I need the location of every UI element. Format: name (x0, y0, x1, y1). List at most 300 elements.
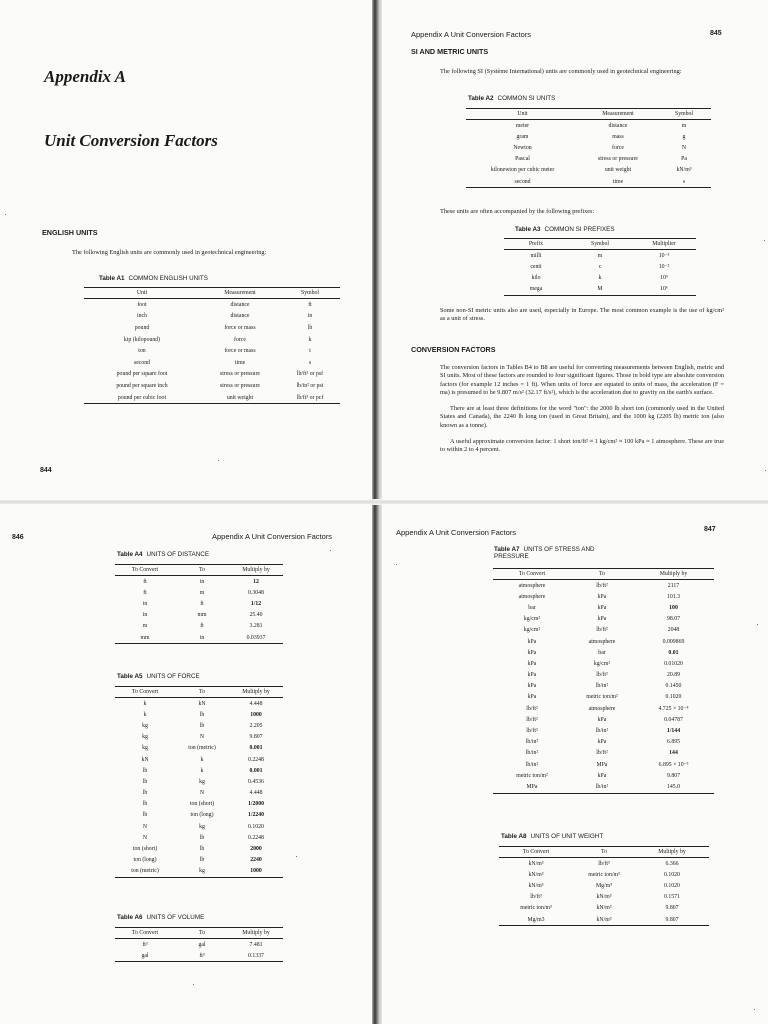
table-cell: in (175, 632, 229, 644)
table-cell: force (612, 144, 624, 151)
table-cell: foot (137, 301, 147, 308)
table-cell: 1/12 (250, 600, 262, 607)
appendix-title: Appendix A (44, 67, 127, 86)
table-cell: metric ton/m² (516, 772, 548, 779)
table-cell: k (308, 336, 312, 343)
table-cell: 0.04787 (664, 716, 683, 723)
table-a3-number: Table A3 (515, 226, 541, 233)
table-cell: ft (143, 578, 147, 585)
table-cell: 0.001 (249, 767, 263, 774)
table-row (115, 732, 283, 743)
table-cell: kPa (597, 739, 607, 746)
table-cell: Mg/m3 (499, 914, 573, 926)
table-cell: ft³ (142, 941, 148, 948)
table-cell: kN/m³ (528, 871, 544, 878)
table-cell: N (681, 144, 687, 151)
table-cell: ton (metric) (188, 745, 216, 752)
table-cell: lb/ft² (526, 728, 538, 735)
table-row (115, 587, 283, 598)
page-846 (0, 504, 372, 1024)
table-cell: kN (198, 700, 206, 707)
table-cell: 1000 (229, 866, 283, 878)
table-cell: 10⁻² (658, 263, 670, 270)
table-cell: 2000 (250, 846, 262, 853)
table-cell: 0.4536 (248, 778, 264, 785)
table-row (493, 625, 714, 636)
table-cell: milli (530, 252, 542, 259)
table-cell: s (308, 359, 312, 366)
table-cell: kPa (527, 672, 537, 679)
table-row (115, 788, 283, 799)
table-row (499, 892, 709, 903)
column-header: Multiply by (229, 928, 283, 939)
table-cell: mega (504, 284, 568, 296)
table-cell: lb (142, 790, 148, 797)
table-cell: 10⁻³ (658, 252, 670, 259)
table-row (493, 670, 714, 681)
table-row (115, 765, 283, 776)
table-cell: ton (short) (189, 801, 215, 808)
table-cell: 0.001 (249, 745, 263, 752)
table-cell: 6.895 × 10⁻³ (658, 761, 689, 768)
table-a8-title: UNITS OF UNIT WEIGHT (530, 833, 604, 840)
table-cell: s (657, 176, 711, 188)
table-row (115, 855, 283, 866)
table-cell: ft (200, 600, 204, 607)
running-head: Appendix A Unit Conversion Factors (396, 528, 517, 537)
table-row (115, 709, 283, 720)
section-heading-si-units: SI AND METRIC UNITS (411, 47, 489, 56)
table-cell: distance (608, 122, 628, 129)
table-cell: Mg/m³ (596, 882, 612, 889)
column-header: Unit (84, 288, 200, 299)
table-row (493, 658, 714, 669)
table-a4-number: Table A4 (117, 551, 143, 558)
table-cell: kN/m³ (596, 905, 612, 912)
table-cell: 1000 (250, 711, 262, 718)
table-cell: force or mass (224, 348, 256, 355)
table-row (493, 681, 714, 692)
table-cell: k (143, 711, 147, 718)
table-cell: atmosphere (518, 593, 546, 600)
column-header: Measurement (200, 288, 280, 299)
table-cell: m (199, 589, 205, 596)
table-row (84, 345, 340, 357)
table-cell: lb/ft² (596, 582, 608, 589)
table-cell: kPa (597, 593, 607, 600)
table-cell: 7.481 (249, 941, 263, 948)
column-header: To (571, 569, 633, 580)
table-cell: second (133, 359, 151, 366)
table-cell: 0.1020 (665, 694, 682, 701)
column-header: To Convert (493, 569, 571, 580)
table-cell: distance (230, 313, 250, 320)
page-number: 846 (12, 534, 24, 541)
table-cell: Newton (513, 144, 532, 151)
table-cell: 0.3048 (248, 589, 264, 596)
table-cell: ton (metric) (115, 866, 175, 878)
table-cell: atmosphere (518, 582, 546, 589)
table-cell: kg (142, 745, 148, 752)
table-row (115, 754, 283, 765)
table-cell: 25.40 (249, 612, 263, 619)
table-a2-caption (468, 95, 555, 102)
table-row (504, 250, 696, 262)
column-header: Symbol (568, 239, 632, 250)
english-units-intro: The following English units are commonly used in geotechnical engineering: (72, 249, 267, 256)
table-a4 (115, 564, 283, 644)
table-row (84, 299, 340, 311)
table-a2 (466, 108, 711, 188)
table-cell: kPa (527, 660, 537, 667)
table-cell: kg (142, 734, 148, 741)
table-cell: metric ton/m³ (588, 871, 620, 878)
table-row (493, 759, 714, 770)
conversion-paragraph-2: There are at least three definitions for the word "ton": the 2000 lb short ton (commonly used in the United States and Canada), the 2240 lb long ton (used in Great Britain), and the 1000 kg (2205 lb) metric ton (also known as a tonne). (440, 405, 724, 429)
table-cell: bar (528, 604, 536, 611)
table-cell: in (142, 600, 148, 607)
table-row (466, 131, 711, 142)
table-cell: mass (612, 133, 624, 140)
table-row (115, 610, 283, 621)
running-head: Appendix A Unit Conversion Factors (411, 30, 532, 39)
table-cell: force (234, 336, 246, 343)
table-cell: kPa (527, 683, 537, 690)
table-cell: 0.1571 (664, 894, 680, 901)
table-cell: 3.281 (249, 623, 263, 630)
table-cell: M (568, 284, 632, 296)
table-cell: 1/2000 (247, 801, 265, 808)
table-cell: t (309, 348, 311, 355)
conversion-paragraph-3: A useful approximate conversion factor: 1 short ton/ft² ≈ 1 kg/cm² ≈ 100 kPa ≈ 1 atmosphere. These are true to within 2 to 4 percent. (440, 438, 724, 454)
table-cell: lb/ft³ (598, 860, 610, 867)
table-row (493, 781, 714, 793)
table-a7-title: UNITS OF STRESS AND PRESSURE (494, 546, 595, 561)
column-header: To Convert (499, 847, 573, 858)
section-heading-conversion-factors: CONVERSION FACTORS (411, 345, 496, 354)
table-cell: in (199, 578, 205, 585)
column-header: Symbol (280, 288, 340, 299)
column-header: Multiplier (632, 239, 696, 250)
table-cell: 9.807 (249, 734, 263, 741)
table-cell: 0.03937 (229, 632, 283, 644)
table-cell: second (466, 176, 579, 188)
table-cell: lb (199, 711, 205, 718)
table-cell: kg (175, 866, 229, 878)
table-cell: lb (307, 324, 313, 331)
section-heading-english-units: ENGLISH UNITS (42, 228, 98, 237)
table-a6-caption (117, 914, 204, 921)
table-row (493, 703, 714, 714)
table-row (499, 880, 709, 891)
table-row (115, 621, 283, 632)
table-row (115, 821, 283, 832)
table-a8-number: Table A8 (501, 833, 527, 840)
table-row (499, 903, 709, 914)
table-cell: m (597, 252, 603, 259)
table-row (84, 392, 340, 404)
table-cell: kN/m³ (573, 914, 635, 926)
table-cell: kPa (597, 616, 607, 623)
table-row (499, 858, 709, 870)
table-row (115, 576, 283, 588)
table-cell: N (199, 790, 205, 797)
table-cell: lb (199, 857, 205, 864)
table-cell: 10³ (660, 274, 668, 281)
table-cell: ft (308, 301, 312, 308)
table-cell: time (234, 359, 246, 366)
table-cell: mm (115, 632, 175, 644)
table-cell: 12 (253, 578, 259, 585)
table-cell: 4.448 (249, 700, 263, 707)
table-row (493, 636, 714, 647)
table-row (115, 799, 283, 810)
table-cell: 144 (669, 750, 678, 757)
table-a2-title: COMMON SI UNITS (497, 95, 556, 102)
table-cell: 0.1020 (248, 823, 264, 830)
table-a4-caption (117, 551, 209, 558)
table-cell: 4.448 (249, 790, 263, 797)
table-row (493, 647, 714, 658)
table-cell: kPa (597, 772, 607, 779)
table-cell: lb/in² (595, 683, 609, 690)
table-cell: lb/ft² (596, 672, 608, 679)
table-cell: gal (115, 950, 175, 962)
table-cell: mm (197, 612, 207, 619)
table-cell: 0.1020 (664, 871, 680, 878)
table-a3 (504, 238, 696, 296)
table-cell: atmosphere (588, 705, 616, 712)
running-head: Appendix A Unit Conversion Factors (212, 532, 333, 541)
table-cell: lb (199, 722, 205, 729)
table-a7 (493, 568, 714, 794)
table-cell: 10⁶ (632, 284, 696, 296)
table-cell: 101.3 (666, 593, 681, 600)
table-cell: Pa (681, 156, 687, 163)
table-row (499, 869, 709, 880)
table-cell: lb (199, 834, 205, 841)
appendix-subtitle: Unit Conversion Factors (44, 131, 218, 150)
table-cell: centi (530, 263, 542, 270)
table-cell: 2117 (667, 582, 680, 589)
table-row (84, 369, 340, 381)
column-header: Measurement (579, 109, 657, 120)
table-cell: 20.89 (666, 672, 681, 679)
table-cell: kN/m³ (528, 860, 544, 867)
table-cell: ft³ (175, 950, 229, 962)
table-cell: 6.895 (666, 739, 681, 746)
table-cell: kilo (531, 274, 541, 281)
table-cell: N (142, 834, 148, 841)
table-cell: in (142, 612, 148, 619)
table-a7-caption (494, 546, 614, 561)
table-cell: kg/cm² (593, 660, 611, 667)
table-a5 (115, 686, 283, 878)
table-cell: lb (142, 812, 148, 819)
table-cell: 2048 (667, 627, 680, 634)
table-cell: 98.07 (666, 616, 681, 623)
table-row (466, 142, 711, 153)
table-cell: kip (kilopound) (123, 336, 161, 343)
table-cell: 0.01020 (664, 660, 683, 667)
table-cell: kPa (527, 649, 537, 656)
table-cell: kPa (597, 604, 607, 611)
column-header: To Convert (115, 565, 175, 576)
table-cell: pound per square foot (116, 371, 168, 378)
table-row (493, 602, 714, 613)
table-row (115, 698, 283, 710)
table-cell: 4.725 × 10⁻⁴ (658, 705, 689, 712)
table-cell: kPa (527, 638, 537, 645)
table-cell: stress or pressure (598, 156, 638, 163)
table-row (84, 311, 340, 323)
page-844 (0, 0, 372, 500)
table-a1-number: Table A1 (99, 275, 125, 282)
table-row (499, 914, 709, 926)
table-cell: lb/in² (595, 728, 609, 735)
column-header: Unit (466, 109, 579, 120)
page-number: 844 (40, 467, 52, 474)
table-a1-caption (99, 275, 208, 282)
table-cell: lb/ft² (596, 750, 608, 757)
table-row (115, 598, 283, 609)
column-header: To Convert (115, 687, 175, 698)
table-cell: Pascal (515, 156, 530, 163)
table-cell: time (579, 176, 657, 188)
page-number: 845 (710, 30, 722, 37)
table-cell: m (681, 122, 687, 129)
table-row (504, 284, 696, 296)
table-cell: 1/2240 (247, 812, 265, 819)
table-cell: unit weight (200, 392, 280, 404)
table-a6 (115, 927, 283, 962)
table-cell: 1/144 (666, 728, 681, 735)
table-cell: 145.0 (633, 781, 714, 793)
table-cell: lb/in² (525, 750, 539, 757)
table-cell: 0.009869 (662, 638, 685, 645)
page-845 (382, 0, 768, 500)
page-847 (382, 504, 768, 1024)
table-a5-number: Table A5 (117, 673, 143, 680)
table-cell: stress or pressure (220, 382, 260, 389)
table-cell: MPa (596, 761, 608, 768)
table-row (493, 748, 714, 759)
table-cell: 0.1020 (664, 882, 680, 889)
prefix-intro: These units are often accompanied by the following prefixes: (440, 208, 595, 215)
table-cell: kN/m³ (596, 894, 612, 901)
table-cell: stress or pressure (220, 371, 260, 378)
table-cell: metric ton/m² (586, 694, 618, 701)
table-row (115, 776, 283, 787)
table-cell: kN/m³ (528, 882, 544, 889)
table-cell: bar (598, 649, 606, 656)
table-cell: atmosphere (588, 638, 616, 645)
column-header: To (573, 847, 635, 858)
column-header: To Convert (115, 928, 175, 939)
table-cell: MPa (493, 781, 571, 793)
table-cell: gal (198, 941, 206, 948)
table-cell: pound (134, 324, 150, 331)
table-cell: k (598, 274, 602, 281)
column-header: Symbol (657, 109, 711, 120)
table-row (84, 357, 340, 369)
table-cell: unit weight (604, 167, 632, 174)
table-row (493, 714, 714, 725)
table-cell: 0.2248 (248, 834, 264, 841)
table-cell: 6.366 (665, 860, 679, 867)
table-row (466, 120, 711, 132)
table-cell: 9.807 (635, 914, 709, 926)
table-cell: ton (long) (133, 857, 157, 864)
table-cell: m (142, 623, 148, 630)
table-row (115, 939, 283, 951)
table-cell: kg/cm² (523, 627, 541, 634)
table-row (84, 322, 340, 334)
table-cell: gram (516, 133, 529, 140)
table-cell: kg (199, 778, 205, 785)
table-cell: c (598, 263, 602, 270)
table-a6-title: UNITS OF VOLUME (146, 914, 205, 921)
table-a5-caption (117, 673, 200, 680)
conversion-paragraph-1: The conversion factors in Tables B4 to B8 are useful for converting measurements between English, metric and SI units. Most of these factors are rounded to four significant figures. Those in bold type are absolute conversion factors (for example 12 inches = 1 ft). When units of force are equated to units of mass, the acceleration (F = ma) is presumed to be 9.807 m/s² (32.17 ft/s²), which is the acceleration due to gravity on the earth's surface. (440, 364, 724, 396)
table-row (493, 591, 714, 602)
table-cell: k (200, 756, 204, 763)
table-cell: 9.807 (666, 772, 681, 779)
table-row (466, 165, 711, 176)
table-cell: pound per square inch (116, 382, 168, 389)
table-a3-caption (515, 226, 615, 233)
table-row (115, 810, 283, 821)
page-number: 847 (704, 526, 716, 533)
table-a2-number: Table A2 (468, 95, 494, 102)
table-cell: lb/in² or psi (296, 382, 324, 389)
table-a8-caption (501, 833, 603, 840)
table-cell: in (307, 313, 313, 320)
table-cell: distance (230, 301, 250, 308)
column-header: Multiply by (635, 847, 709, 858)
table-cell: lb/in² (525, 739, 539, 746)
table-cell: pound per cubic foot (84, 392, 200, 404)
table-row (115, 950, 283, 962)
table-row (115, 632, 283, 644)
column-header: Multiply by (229, 687, 283, 698)
table-row (84, 334, 340, 346)
table-a3-title: COMMON SI PREFIXES (544, 226, 615, 233)
table-cell: kN (141, 756, 149, 763)
table-cell: 0.01 (668, 649, 679, 656)
table-cell: N (199, 734, 205, 741)
table-a1 (84, 287, 340, 404)
table-cell: 0.1450 (665, 683, 682, 690)
table-cell: kPa (597, 716, 607, 723)
table-cell: lb/ft² (596, 627, 608, 634)
table-cell: lb/ft² (526, 705, 538, 712)
table-row (493, 614, 714, 625)
si-units-intro: The following SI (Système International) units are commonly used in geotechnical engineering: (440, 68, 682, 75)
table-cell: 2240 (250, 857, 262, 864)
table-row (504, 261, 696, 272)
table-cell: lb/ft³ or pcf (280, 392, 340, 404)
column-header: To (175, 565, 229, 576)
table-row (115, 843, 283, 854)
table-a4-title: UNITS OF DISTANCE (146, 551, 210, 558)
table-cell: kg (142, 722, 148, 729)
table-row (493, 770, 714, 781)
table-a8 (499, 846, 709, 926)
table-row (115, 866, 283, 878)
table-cell: k (200, 767, 204, 774)
table-cell: 9.807 (665, 905, 679, 912)
